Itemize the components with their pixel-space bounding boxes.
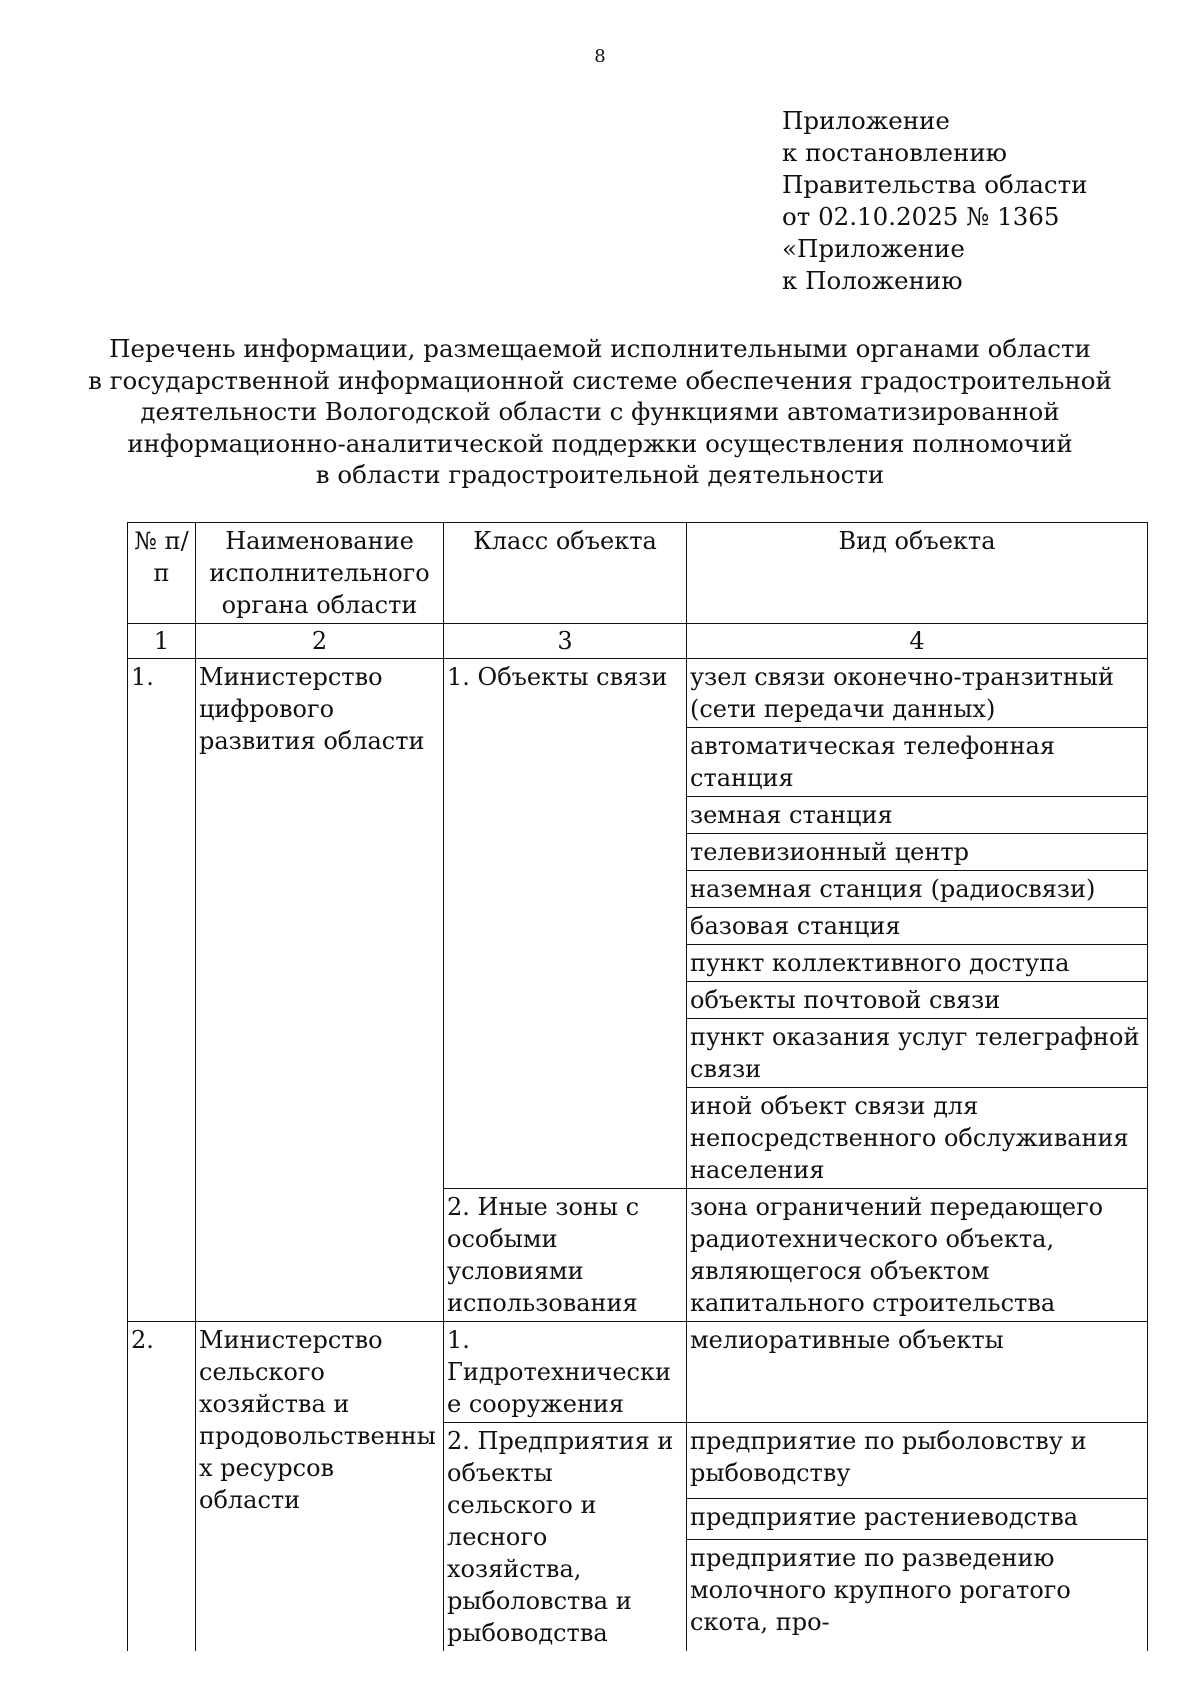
object-class: 1. Объекты связи	[444, 659, 687, 1189]
table-header-row	[128, 523, 1148, 624]
column-number: 3	[444, 624, 687, 659]
table-row	[128, 1322, 1148, 1423]
object-type: наземная станция (радиосвязи)	[687, 871, 1148, 908]
appendix-block	[782, 105, 1087, 297]
page-number: 8	[594, 46, 606, 67]
column-number: 2	[196, 624, 444, 659]
object-type: пункт коллективного доступа	[687, 945, 1148, 982]
object-type: автоматическая телефонная станция	[687, 728, 1148, 797]
appendix-line: к постановлению	[782, 138, 1007, 167]
title-line: деятельности Вологодской области с функциями автоматизированной	[140, 397, 1060, 426]
object-class: 1. Гидротехнические сооружения	[444, 1322, 687, 1423]
document-title	[0, 333, 1200, 491]
header-organ: Наименование исполнительного органа области	[196, 523, 444, 624]
object-type: узел связи оконечно-транзитный (сети передачи данных)	[687, 659, 1148, 728]
header-type: Вид объекта	[687, 523, 1148, 624]
object-type: предприятие растениеводства	[687, 1499, 1148, 1540]
table-row	[128, 659, 1148, 728]
row-number: 1.	[128, 659, 196, 1322]
column-number: 4	[687, 624, 1148, 659]
object-class: 2. Иные зоны с особыми условиями использования	[444, 1189, 687, 1322]
appendix-line: Приложение	[782, 106, 950, 135]
object-type: иной объект связи для непосредственного обслуживания населения	[687, 1088, 1148, 1189]
title-line: в области градостроительной деятельности	[315, 460, 885, 489]
object-type: пункт оказания услуг телеграфной связи	[687, 1019, 1148, 1088]
appendix-line: к Положению	[782, 266, 963, 295]
row-number: 2.	[128, 1322, 196, 1652]
object-type: земная станция	[687, 797, 1148, 834]
object-type: телевизионный центр	[687, 834, 1148, 871]
appendix-line: от 02.10.2025 № 1365	[782, 202, 1060, 231]
object-type: предприятие по рыболовству и рыбоводству	[687, 1423, 1148, 1499]
object-type: предприятие по разведению молочного крупного рогатого скота, про-	[687, 1540, 1148, 1651]
appendix-line: Правительства области	[782, 170, 1088, 199]
object-type: зона ограничений передающего радиотехнического объекта, являющегося объектом капитального строительства	[687, 1189, 1148, 1322]
column-number-row	[128, 624, 1148, 659]
appendix-line: «Приложение	[782, 234, 965, 263]
title-line: в государственной информационной системе обеспечения градостроительной	[88, 365, 1112, 395]
column-number: 1	[128, 624, 196, 659]
title-line: информационно-аналитической поддержки осуществления полномочий	[127, 428, 1073, 458]
header-class: Класс объекта	[444, 523, 687, 624]
information-table	[127, 522, 1148, 1651]
object-type: мелиоративные объекты	[687, 1322, 1148, 1423]
object-class: 2. Предприятия и объекты сельского и лесного хозяйства, рыболовства и рыбоводства	[444, 1423, 687, 1652]
organ-name: Министерство сельского хозяйства и продовольственных ресурсов области	[196, 1322, 444, 1652]
object-type: объекты почтовой связи	[687, 982, 1148, 1019]
title-line: Перечень информации, размещаемой исполнительными органами области	[109, 334, 1091, 363]
organ-name: Министерство цифрового развития области	[196, 659, 444, 1322]
header-number: № п/п	[128, 523, 196, 624]
object-type: базовая станция	[687, 908, 1148, 945]
